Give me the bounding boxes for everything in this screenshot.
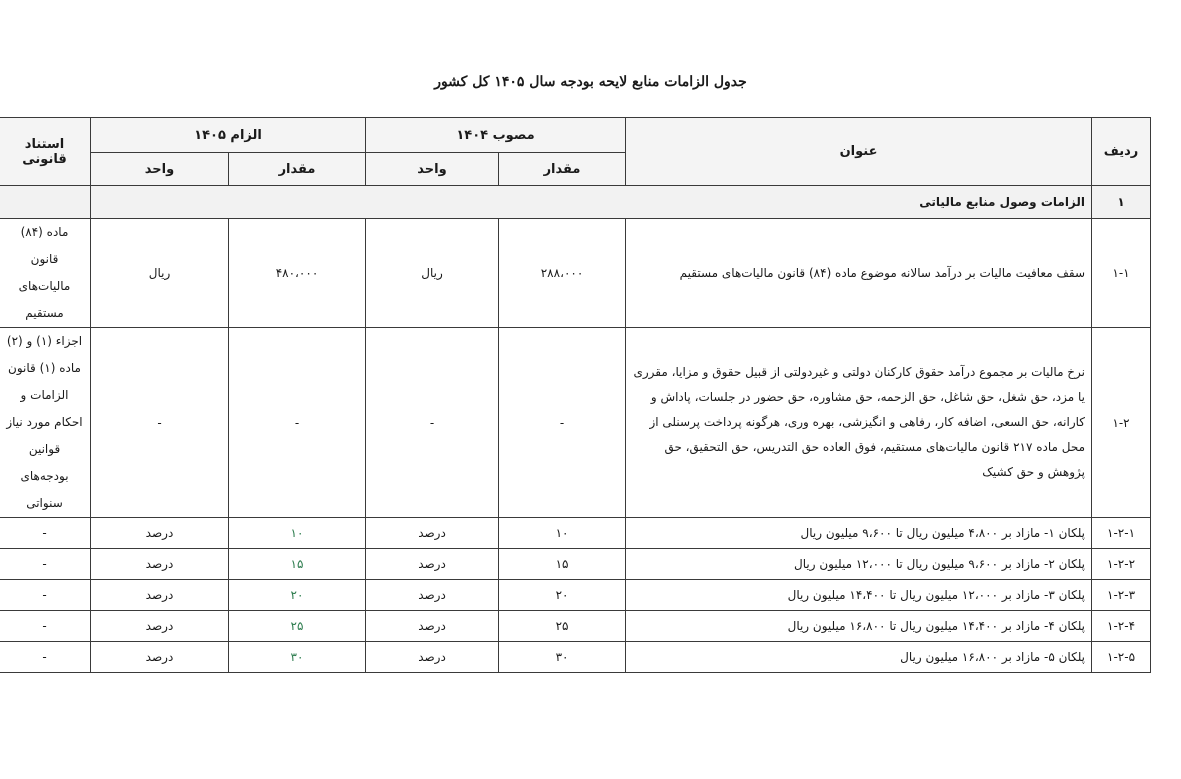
unit-1405: - (91, 328, 229, 518)
unit-1404: - (366, 328, 499, 518)
legal-basis: - (0, 580, 91, 611)
row-title: پلکان ۲- مازاد بر ۹،۶۰۰ میلیون ریال تا ۱۲،۰۰۰ میلیون ریال (626, 549, 1092, 580)
table-row (0, 518, 1151, 549)
legal-basis: - (0, 518, 91, 549)
row-title: پلکان ۵- مازاد بر ۱۶،۸۰۰ میلیون ریال (626, 642, 1092, 673)
row-title: نرخ مالیات بر مجموع درآمد حقوق کارکنان دولتی و غیردولتی از قبیل حقوق و مزایا، مقرری یا مزد، حق شغل، حق شاغل، حق الزحمه، حق مشاوره، حق حضور در جلسات، پاداش و کارانه، حق السعی، اضافه کار، رفاهی و انگیزشی، بهره وری، هرگونه پرداخت پرسنلی از محل ماده ۲۱۷ قانون مالیات‌های مستقیم، فوق العاده حق التدریس، حق التحقیق، حق پژوهش و حق کشیک (626, 328, 1092, 518)
table-row (0, 219, 1151, 328)
unit-1405: درصد (91, 642, 229, 673)
header-unit-1404: واحد (366, 153, 499, 186)
unit-1405: درصد (91, 580, 229, 611)
table-row (0, 642, 1151, 673)
section-row (0, 186, 1151, 219)
amount-1404: - (499, 328, 626, 518)
amount-1404: ۲۰ (499, 580, 626, 611)
row-title: سقف معافیت مالیات بر درآمد سالانه موضوع ماده (۸۴) قانون مالیات‌های مستقیم (626, 219, 1092, 328)
row-number: ۱-۱ (1092, 219, 1151, 328)
table-row (0, 549, 1151, 580)
amount-1404: ۱۵ (499, 549, 626, 580)
legal-basis: ماده (۸۴) قانون مالیات‌های مستقیم (0, 219, 91, 328)
amount-1405: ۲۵ (229, 611, 366, 642)
amount-1405: - (229, 328, 366, 518)
row-title: پلکان ۱- مازاد بر ۴،۸۰۰ میلیون ریال تا ۹،۶۰۰ میلیون ریال (626, 518, 1092, 549)
header-approved-1404: مصوب ۱۴۰۴ (366, 118, 626, 153)
document-title: جدول الزامات منابع لایحه بودجه سال ۱۴۰۵ کل کشور (434, 74, 747, 90)
amount-1405: ۱۰ (229, 518, 366, 549)
header-legal-basis: استناد قانونی (0, 118, 91, 186)
section-empty-cell (0, 186, 91, 219)
row-title: پلکان ۳- مازاد بر ۱۲،۰۰۰ میلیون ریال تا ۱۴،۴۰۰ میلیون ریال (626, 580, 1092, 611)
amount-1405: ۳۰ (229, 642, 366, 673)
header-row-no: ردیف (1092, 118, 1151, 186)
amount-1405: ۲۰ (229, 580, 366, 611)
unit-1405: درصد (91, 518, 229, 549)
header-amount-1405: مقدار (229, 153, 366, 186)
row-number: ۱-۲ (1092, 328, 1151, 518)
header-unit-1405: واحد (91, 153, 229, 186)
amount-1404: ۱۰ (499, 518, 626, 549)
amount-1405: ۱۵ (229, 549, 366, 580)
section-number: ۱ (1092, 186, 1151, 219)
row-number: ۱-۲-۲ (1092, 549, 1151, 580)
legal-basis: اجزاء (۱) و (۲) ماده (۱) قانون الزامات و احکام مورد نیاز قوانین بودجه‌های سنواتی (0, 328, 91, 518)
amount-1405: ۴۸۰،۰۰۰ (229, 219, 366, 328)
header-amount-1404: مقدار (499, 153, 626, 186)
table-row (0, 611, 1151, 642)
amount-1404: ۲۵ (499, 611, 626, 642)
unit-1404: ریال (366, 219, 499, 328)
row-number: ۱-۲-۳ (1092, 580, 1151, 611)
unit-1405: ریال (91, 219, 229, 328)
budget-requirements-table (0, 117, 1151, 673)
unit-1404: درصد (366, 580, 499, 611)
table-row (0, 328, 1151, 518)
legal-basis: - (0, 642, 91, 673)
unit-1404: درصد (366, 611, 499, 642)
unit-1405: درصد (91, 549, 229, 580)
unit-1405: درصد (91, 611, 229, 642)
header-subject: عنوان (626, 118, 1092, 186)
amount-1404: ۲۸۸،۰۰۰ (499, 219, 626, 328)
unit-1404: درصد (366, 642, 499, 673)
row-number: ۱-۲-۵ (1092, 642, 1151, 673)
row-title: پلکان ۴- مازاد بر ۱۴،۴۰۰ میلیون ریال تا ۱۶،۸۰۰ میلیون ریال (626, 611, 1092, 642)
table-row (0, 580, 1151, 611)
header-obligation-1405: الزام ۱۴۰۵ (91, 118, 366, 153)
legal-basis: - (0, 611, 91, 642)
unit-1404: درصد (366, 549, 499, 580)
legal-basis: - (0, 549, 91, 580)
row-number: ۱-۲-۱ (1092, 518, 1151, 549)
amount-1404: ۳۰ (499, 642, 626, 673)
row-number: ۱-۲-۴ (1092, 611, 1151, 642)
section-title: الزامات وصول منابع مالیاتی (91, 186, 1092, 219)
unit-1404: درصد (366, 518, 499, 549)
